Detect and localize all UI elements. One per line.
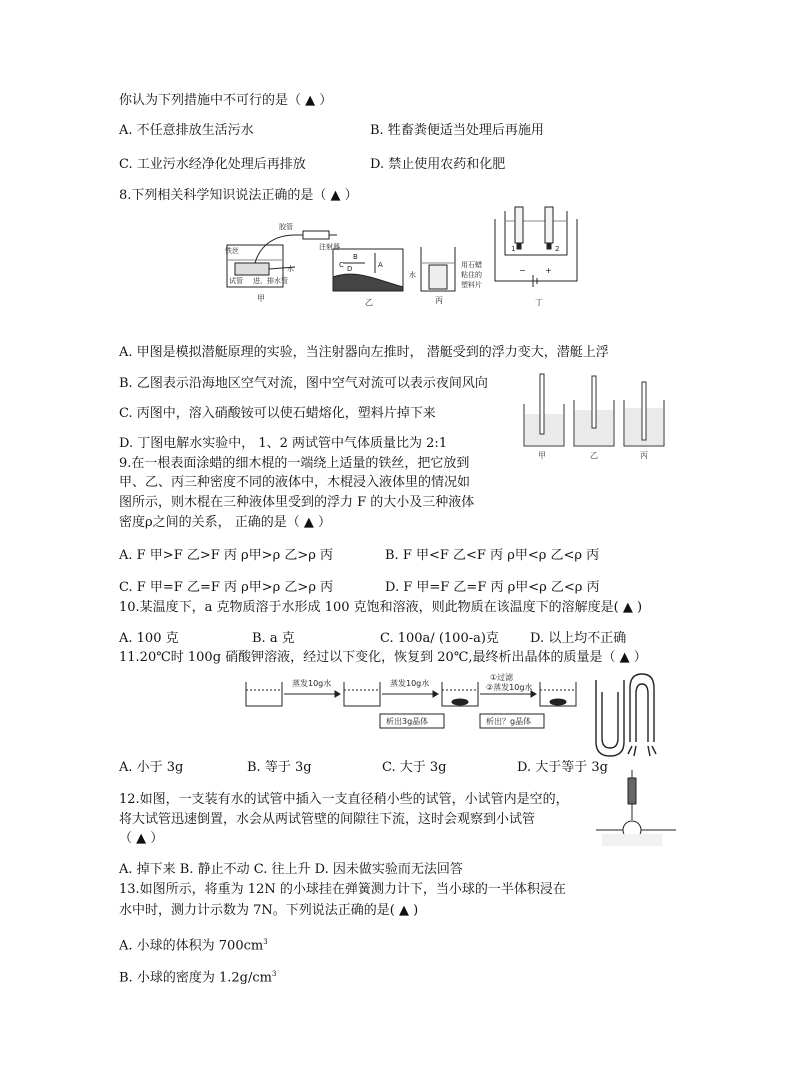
q9-stem-line3: 图所示，则木棍在三种液体里受到的浮力 F 的大小及三种液体 bbox=[119, 495, 475, 510]
q9-option-b: B. F 甲<F 乙<F 丙 ρ甲<ρ 乙<ρ 丙 bbox=[385, 548, 600, 563]
q9-figure-label-jia: 甲 bbox=[538, 451, 546, 460]
q8-bing-label-3: 塑料片 bbox=[461, 281, 482, 289]
q12-stem-line1: 12.如图，一支装有水的试管中插入一支直径稍小些的试管，小试管内是空的， bbox=[119, 792, 569, 807]
q9-figure bbox=[520, 370, 670, 460]
q13-option-a-sup: 3 bbox=[263, 938, 268, 946]
q11-option-d: D. 大于等于 3g bbox=[517, 760, 608, 775]
q13-option-b bbox=[119, 966, 276, 986]
q8-bing-label-2: 粘住的 bbox=[461, 271, 482, 279]
q8-ding-label-minus: − bbox=[519, 266, 526, 275]
q11-option-b: B. 等于 3g bbox=[247, 760, 312, 775]
q9-figure-label-yi: 乙 bbox=[590, 451, 598, 460]
q13-stem-line1: 13.如图所示，将重为 12N 的小球挂在弹簧测力计下，当小球的一半体积浸在 bbox=[119, 882, 566, 897]
q8-yi-label-c: C bbox=[339, 261, 344, 269]
q7-option-c: C. 工业污水经净化处理后再排放 bbox=[119, 157, 306, 172]
q8-figure-ding bbox=[495, 207, 577, 307]
q10-option-b: B. a 克 bbox=[252, 631, 295, 646]
q8-option-b: B. 乙图表示沿海地区空气对流，图中空气对流可以表示夜间风向 bbox=[119, 376, 488, 391]
q7-option-d: D. 禁止使用农药和化肥 bbox=[370, 157, 506, 172]
q8-figure bbox=[215, 205, 595, 335]
q11-box2-label: 析出？g晶体 bbox=[486, 717, 532, 726]
q12-figure bbox=[590, 672, 670, 762]
q8-bing-label-shui: 水 bbox=[409, 271, 416, 279]
q7-option-a: A. 不任意排放生活污水 bbox=[119, 123, 254, 138]
q11-option-c: C. 大于 3g bbox=[382, 760, 447, 775]
q12-options: A. 掉下来 B. 静止不动 C. 往上升 D. 因未做实验而无法回答 bbox=[119, 862, 463, 877]
q13-option-b-sup: 3 bbox=[271, 970, 277, 978]
q13-option-a-text: A. 小球的体积为 700cm bbox=[119, 938, 264, 954]
q7-option-b: B. 牲畜粪便适当处理后再施用 bbox=[370, 123, 544, 138]
q10-option-c: C. 100a/ (100-a)克 bbox=[380, 631, 499, 646]
q8-option-a: A. 甲图是模拟潜艇原理的实验，当注射器向左推时， 潜艇受到的浮力变大，潜艇上浮 bbox=[119, 345, 609, 360]
q8-jia-label-shiguan: 试管 bbox=[229, 277, 243, 285]
q7-stem: 你认为下列措施中不可行的是（ ▲ ） bbox=[119, 93, 333, 108]
q8-figure-yi bbox=[333, 249, 403, 307]
q12-stem-line3: （ ▲ ） bbox=[119, 831, 164, 846]
q9-option-c: C. F 甲=F 乙=F 丙 ρ甲>ρ 乙>ρ 丙 bbox=[119, 580, 334, 595]
q11-step3a-label: ①过滤 bbox=[490, 673, 514, 682]
q11-box1-label: 析出3g晶体 bbox=[386, 717, 429, 726]
q9-stem-line2: 甲、乙、丙三种密度不同的液体中，木棍浸入液体里的情况如 bbox=[119, 475, 471, 490]
q13-option-a bbox=[119, 934, 268, 954]
q10-stem: 10.某温度下，a 克物质溶于水形成 100 克饱和溶液，则此物质在该温度下的溶解度是( ▲ ) bbox=[119, 600, 643, 615]
q9-figure-label-bing: 丙 bbox=[640, 451, 648, 460]
q8-yi-label-a: A bbox=[378, 261, 383, 269]
q10-option-a: A. 100 克 bbox=[119, 631, 179, 646]
q11-step2-label: 蒸发10g水 bbox=[390, 679, 430, 688]
q13-figure bbox=[596, 768, 676, 848]
q11-option-a: A. 小于 3g bbox=[119, 760, 184, 775]
q11-stem: 11.20℃时 100g 硝酸钾溶液，经过以下变化，恢复到 20℃,最终析出晶体的质量是（ ▲ ） bbox=[119, 650, 647, 665]
q8-jia-label-zhusheqi: 注射器 bbox=[319, 243, 340, 251]
q9-option-a: A. F 甲>F 乙>F 丙 ρ甲>ρ 乙>ρ 丙 bbox=[119, 548, 334, 563]
q8-yi-label-b: B bbox=[353, 253, 358, 261]
q8-option-d: D. 丁图电解水实验中， 1、2 两试管中气体质量比为 2:1 bbox=[119, 436, 448, 451]
q8-option-c: C. 丙图中，溶入硝酸铵可以使石蜡熔化，塑料片掉下来 bbox=[119, 406, 436, 421]
q8-ding-label-2: 2 bbox=[555, 245, 560, 253]
q8-figure-bing bbox=[409, 247, 482, 305]
q11-figure bbox=[240, 672, 580, 742]
q8-yi-label-d: D bbox=[347, 265, 353, 273]
q8-bing-caption: 丙 bbox=[435, 296, 443, 305]
q8-jia-label-tiesi: 铁丝 bbox=[225, 247, 239, 255]
q8-jia-label-jiaoguan: 胶管 bbox=[279, 223, 293, 231]
q11-step1-label: 蒸发10g水 bbox=[292, 679, 332, 688]
q8-jia-label-shui: 水 bbox=[287, 265, 294, 273]
q8-bing-label-1: 用石蜡 bbox=[461, 261, 482, 269]
q8-ding-caption: 丁 bbox=[535, 298, 543, 307]
q11-step3b-label: ②蒸发10g水 bbox=[486, 683, 533, 692]
q8-stem: 8.下列相关科学知识说法正确的是（ ▲ ） bbox=[119, 188, 358, 203]
q13-stem-line2: 水中时，测力计示数为 7N。下列说法正确的是( ▲ ) bbox=[119, 903, 419, 918]
q9-stem-line4: 密度ρ之间的关系， 正确的是（ ▲ ） bbox=[119, 515, 332, 530]
q8-ding-label-plus: + bbox=[545, 266, 552, 275]
q8-jia-label-paishuiguan: 进、排水管 bbox=[253, 277, 288, 285]
q12-stem-line2: 将大试管迅速倒置，水会从两试管壁的间隙往下流，这时会观察到小试管 bbox=[119, 812, 536, 827]
q8-ding-label-1: 1 bbox=[511, 245, 516, 253]
q9-stem-line1: 9.在一根表面涂蜡的细木棍的一端绕上适量的铁丝，把它放到 bbox=[119, 456, 470, 471]
q10-option-d: D. 以上均不正确 bbox=[530, 631, 627, 646]
q8-jia-caption: 甲 bbox=[257, 294, 265, 303]
q9-option-d: D. F 甲=F 乙=F 丙 ρ甲<ρ 乙<ρ 丙 bbox=[385, 580, 600, 595]
q13-option-b-text: B. 小球的密度为 1.2g/cm bbox=[119, 970, 272, 986]
q8-yi-caption: 乙 bbox=[365, 298, 373, 307]
q8-figure-jia bbox=[225, 222, 340, 303]
